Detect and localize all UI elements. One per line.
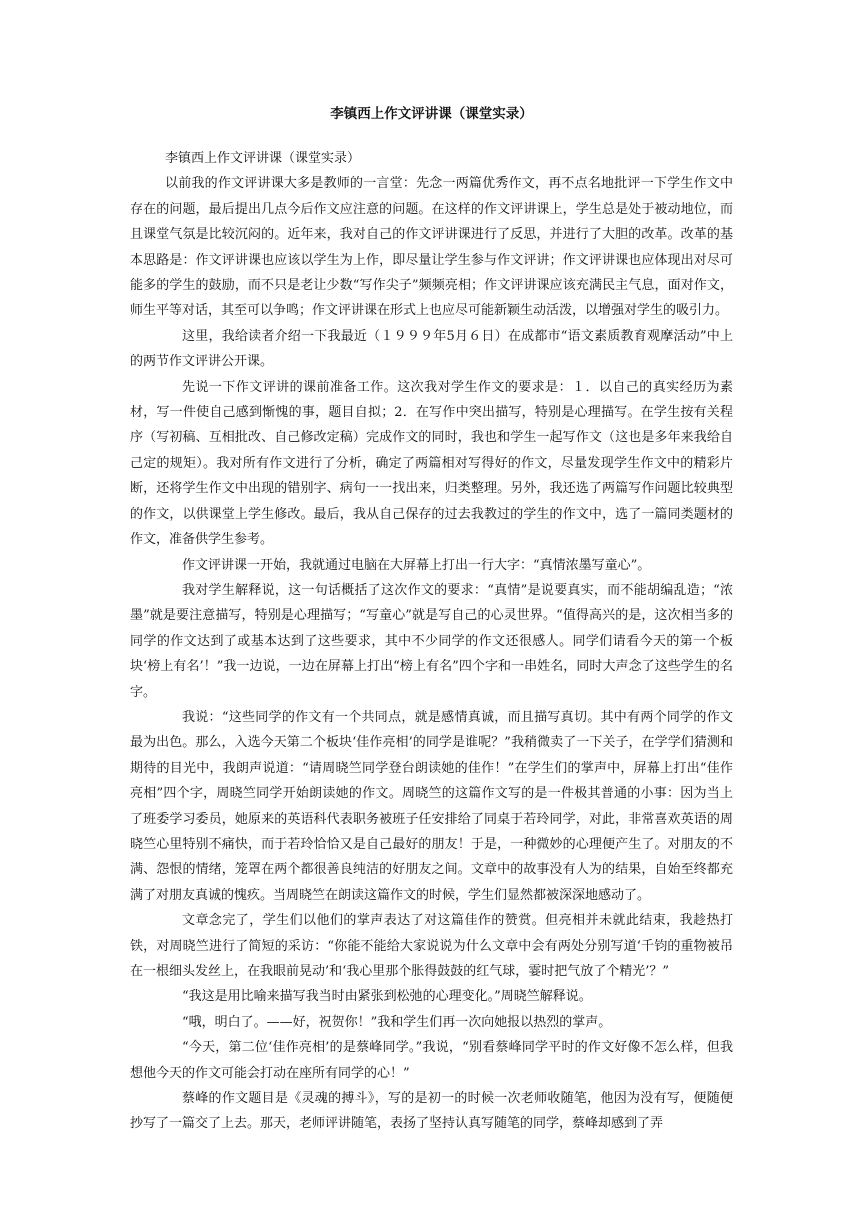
paragraph: 我对学生解释说，这一句话概括了这次作文的要求：“真情”是说要真实，而不能胡编乱造；“浓墨”就是要注意描写，特别是心理描写；“写童心”就是写自己的心灵世界。“值得高兴的是，这次相当多的同学的作文达到了或基本达到了这些要求，其中不少同学的作文还很感人。同学们请看今天的第一个板块‘榜上有名’！”我一边说，一边在屏幕上打出“榜上有名”四个字和一串姓名，同时大声念了这些学生的名字。 <box>130 582 733 700</box>
paragraph: 我说：“这些同学的作文有一个共同点，就是感情真诚，而且描写真切。其中有两个同学的作文最为出色。那么，入选今天第二个板块‘佳作亮相’的同学是谁呢？”我稍微卖了一下关子，在学学们猜测和期待的目光中，我朗声说道：“请周晓竺同学登台朗读她的佳作！”在学生们的掌声中，屏幕上打出“佳作亮相”四个字，周晓竺同学开始朗读她的作文。周晓竺的这篇作文写的是一件极其普通的小事：因为当上了班委学习委员，她原来的英语科代表职务被班子任安排给了同桌于若玲同学，对此，非常喜欢英语的周晓竺心里特别不痛快，而于若玲恰恰又是自己最好的朋友！于是，一种微妙的心理便产生了。对朋友的不满、怨恨的情绪，笼罩在两个都很善良纯洁的好朋友之间。文章中的故事没有人为的结果，自始至终都充满了对朋友真诚的愧疚。当周晓竺在朗读这篇作文的时候，学生们显然都被深深地感动了。 <box>130 709 733 903</box>
document-page <box>130 100 733 1137</box>
paragraph-heading-repeat: 李镇西上作文评讲课（课堂实录） <box>165 151 361 166</box>
paragraph: “今天，第二位‘佳作亮相’的是蔡峰同学。”我说，“别看蔡峰同学平时的作文好像不怎么样，但我想他今天的作文可能会打动在座所有同学的心！” <box>130 1040 733 1081</box>
paragraph: 文章念完了，学生们以他们的掌声表达了对这篇佳作的赞赏。但亮相并未就此结束，我趁热打铁，对周晓竺进行了简短的采访：“你能不能给大家说说为什么文章中会有两处分别写道‘千钧的重物被吊在一根细头发丝上，在我眼前晃动’和‘我心里那个胀得鼓鼓的红气球，霎时把气放了个精光’？” <box>130 913 733 979</box>
paragraph: 蔡峰的作文题目是《灵魂的搏斗》，写的是初一的时候一次老师收随笔，他因为没有写，便随便抄写了一篇交了上去。那天，老师评讲随笔，表扬了坚持认真写随笔的同学，蔡峰却感到了弄 <box>130 1091 733 1132</box>
paragraph: 以前我的作文评讲课大多是教师的一言堂：先念一两篇优秀作文，再不点名地批评一下学生作文中存在的问题，最后提出几点今后作文应注意的问题。在这样的作文评讲课上，学生总是处于被动地位，而且课堂气氛是比较沉闷的。近年来，我对自己的作文评讲课进行了反思，并进行了大胆的改革。改革的基本思路是：作文评讲课也应该以学生为上作，即尽量让学生参与作文评讲；作文评讲课也应体现出对尽可能多的学生的鼓励，而不只是老让少数“写作尖子”频频亮相；作文评讲课应该充满民主气息，面对作文，师生平等对话，其至可以争鸣；作文评讲课在形式上也应尽可能新颖生动活泼，以增强对学生的吸引力。 <box>130 176 733 319</box>
paragraph: 这里，我给读者介绍一下我最近（１９９９年5月６日）在成都市“语文素质教育观摩活动”中上的两节作文评讲公开课。 <box>130 328 733 370</box>
document-title: 李镇西上作文评讲课（课堂实录） <box>330 106 533 122</box>
paragraph: 作文评讲课一开始，我就通过电脑在大屏幕上打出一行大字：“真情浓墨写童心”。 <box>182 557 651 573</box>
paragraph: 先说一下作文评讲的课前准备工作。这次我对学生作文的要求是：１．以自己的真实经历为素材，写一件使自己感到惭愧的事，题目自拟；2．在写作中突出描写，特别是心理描写。在学生按有关程序（写初稿、互相批改、自己修改定稿）完成作文的同时，我也和学生一起写作文（这也是多年来我给自己定的规矩）。我对所有作文进行了分析，确定了两篇相对写得好的作文，尽量发现学生作文中的精彩片断，还将学生作文中出现的错别字、病句一一找出来，归类整理。另外，我还选了两篇写作问题比较典型的作文，以供课堂上学生修改。最后，我从自己保存的过去我教过的学生的作文中，选了一篇同类题材的作文，准备供学生参考。 <box>130 379 733 548</box>
paragraph: “哦，明白了。——好，祝贺你！”我和学生们再一次向她报以热烈的掌声。 <box>182 1014 612 1030</box>
paragraph: “我这是用比喻来描写我当时由紧张到松弛的心理变化。”周晓竺解释说。 <box>182 989 592 1005</box>
